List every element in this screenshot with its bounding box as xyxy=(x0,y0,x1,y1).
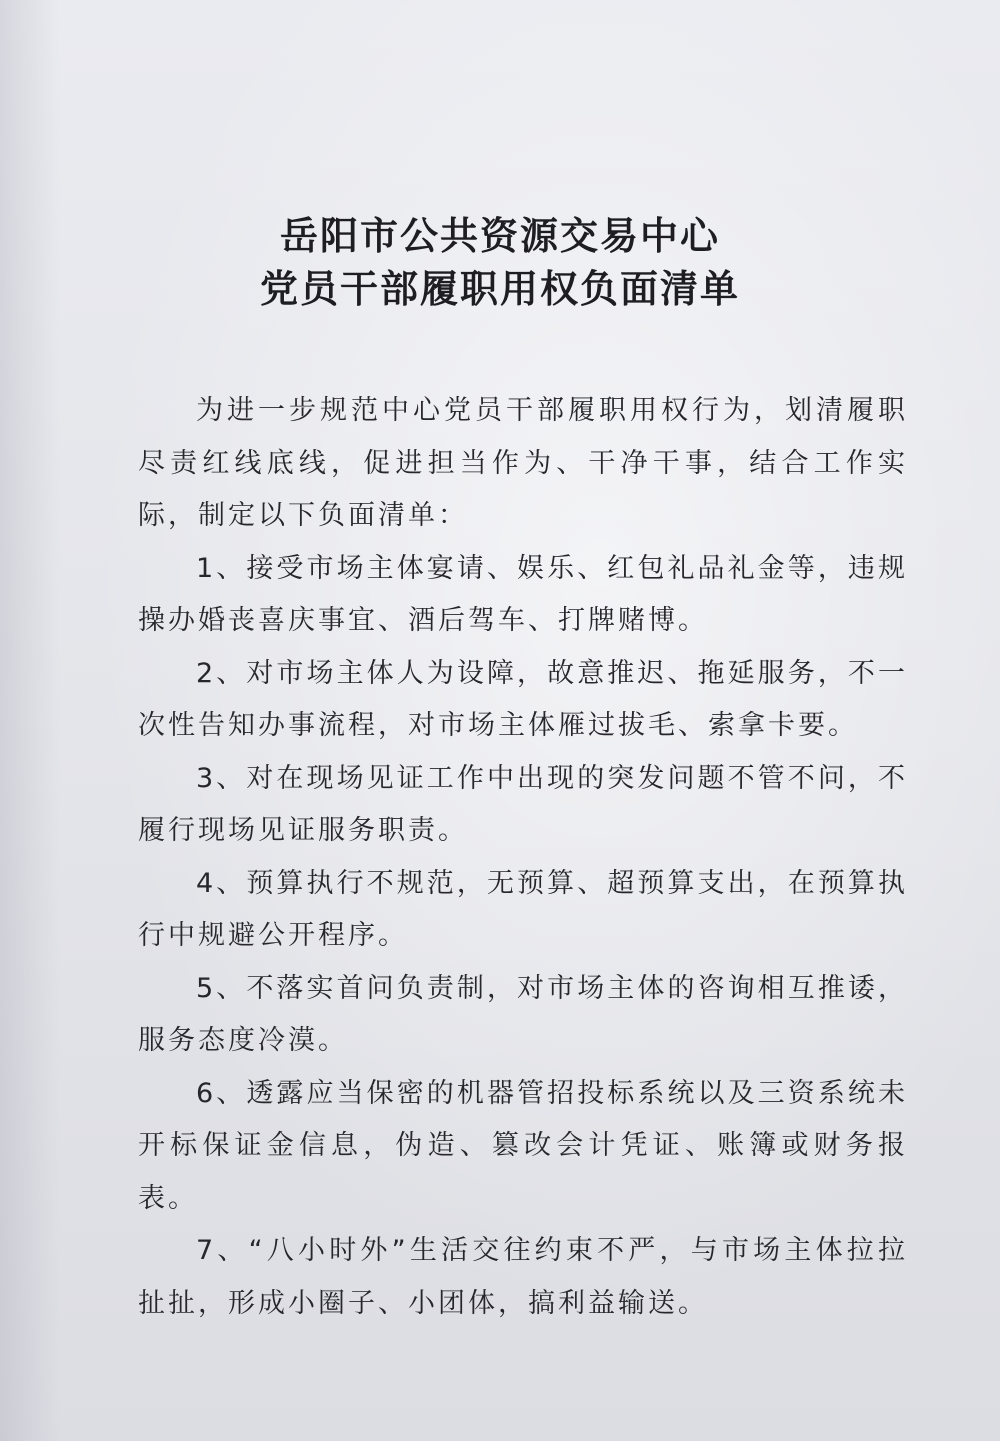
list-item-7: 7、“八小时外”生活交往约束不严，与市场主体拉拉扯扯，形成小圈子、小团体，搞利益输送。 xyxy=(138,1235,908,1319)
list-item-2: 2、对市场主体人为设障，故意推迟、拖延服务，不一次性告知办事流程，对市场主体雁过拔毛、索拿卡要。 xyxy=(138,657,908,741)
document-body xyxy=(138,385,908,1330)
document-title-line2: 党员干部履职用权负面清单 xyxy=(259,266,740,311)
list-item-1: 1、接受市场主体宴请、娱乐、红包礼品礼金等，违规操办婚丧喜庆事宜、酒后驾车、打牌赌博。 xyxy=(138,552,908,636)
list-item-3: 3、对在现场见证工作中出现的突发问题不管不问，不履行现场见证服务职责。 xyxy=(138,762,908,846)
list-item-5: 5、不落实首问负责制，对市场主体的咨询相互推诿，服务态度冷漠。 xyxy=(138,972,908,1056)
intro-paragraph: 为进一步规范中心党员干部履职用权行为，划清履职尽责红线底线，促进担当作为、干净干事，结合工作实际，制定以下负面清单： xyxy=(138,395,908,531)
list-item-4: 4、预算执行不规范，无预算、超预算支出，在预算执行中规避公开程序。 xyxy=(138,867,908,951)
document-title-line1: 岳阳市公共资源交易中心 xyxy=(279,213,720,258)
list-item-6: 6、透露应当保密的机器管招投标系统以及三资系统未开标保证金信息，伪造、篡改会计凭证、账簿或财务报表。 xyxy=(138,1077,908,1214)
